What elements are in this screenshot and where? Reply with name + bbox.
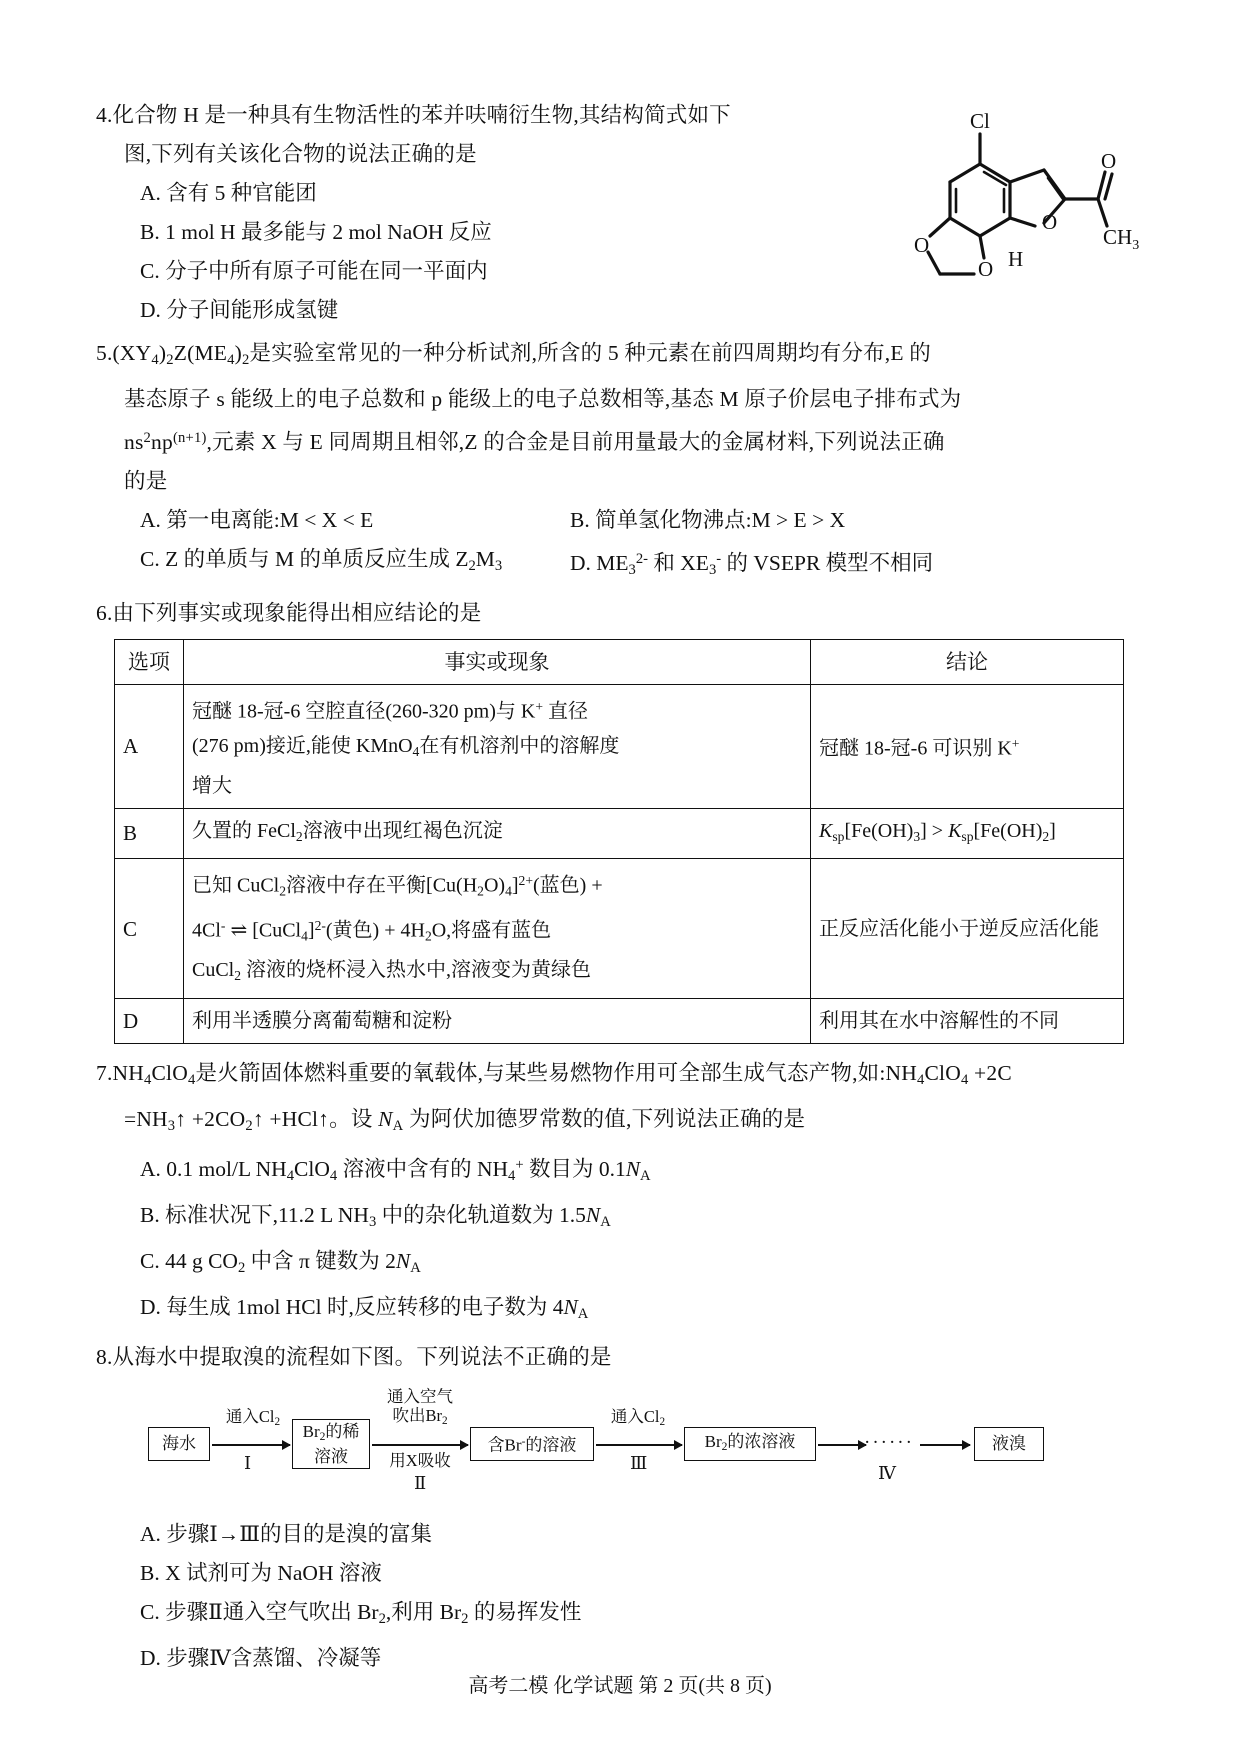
furan-o-label: O [1042, 210, 1058, 234]
q5-options-row1 [96, 501, 1144, 540]
row-a-option: A [115, 685, 184, 808]
flow-label-step3: 通入$Cl_2$ [610, 1407, 666, 1429]
question-4 [96, 96, 1144, 330]
q8-option-c[interactable]: C. 步骤Ⅱ通入空气吹出 $Br_2$,利用 $Br_2$ 的易挥发性 [140, 1600, 582, 1628]
question-8 [96, 1338, 1144, 1678]
q7-stem-line2 [96, 1100, 1144, 1146]
methyl-label: $CH_3$ [1103, 225, 1140, 253]
q8-option-d[interactable]: D. 步骤Ⅳ含蒸馏、冷凝等 [140, 1646, 382, 1671]
cl-label: Cl [970, 109, 990, 133]
flow-box-liquid-bromine: 液溴 [974, 1427, 1044, 1461]
flow-roman-4: Ⅳ [878, 1463, 896, 1484]
flow-box-dilute-br2: $Br_2$的稀 溶液 [292, 1419, 370, 1469]
carbonyl-o-label: O [1101, 149, 1117, 173]
q4-number: 4. [96, 103, 113, 127]
q5-stem-line4: 的是 [124, 469, 168, 494]
q5-options-row2 [96, 540, 1144, 590]
q5-stem-text3: ,元素 X 与 E 同周期且相邻,Z 的合金是目前用量最大的金属材料,下列说法正确 [206, 430, 945, 455]
q4-stem-line1 [96, 96, 1144, 135]
row-c-fact: 已知 CuCl$_2$溶液中存在平衡$[Cu(H_2O)_4]^{2+}$(蓝色) + 4Cl- ⇌ [CuCl$_4$]$^{2-}$(黄色) + $4H_2O$,将盛有蓝色 CuCl$_2$ 溶液的烧杯浸入热水中,溶液变为黄绿色 [184, 859, 811, 998]
h-label: H [1008, 247, 1024, 271]
q5-option-a[interactable]: A. 第一电离能:M < X < E [140, 508, 374, 533]
flow-arrow-2 [372, 1444, 468, 1446]
q7-option-a[interactable]: A. 0.1 mol/L $NH_4ClO_4$ 溶液中含有的 $NH_4^+$ 数目为 $0.1N_A$ [140, 1156, 651, 1184]
q7-stem-line1 [96, 1054, 1144, 1100]
flow-box-concentrated-br2: $Br_2$的浓溶液 [684, 1427, 816, 1461]
q6-stem-text: 由下列事实或现象能得出相应结论的是 [112, 601, 482, 626]
flow-arrow-1 [212, 1444, 290, 1446]
q6-number: 6. [96, 601, 113, 626]
question-6 [96, 594, 1144, 1044]
bromine-extraction-flowchart [136, 1389, 1096, 1509]
q5-stem-line1 [96, 334, 1144, 380]
flow-box-br-minus-solution: 含Br-的溶液 [470, 1427, 594, 1461]
q5-option-b[interactable]: B. 简单氢化物沸点:M > E > X [570, 508, 846, 533]
q5-config: $ns^2np^{(n+1)}$ [124, 430, 207, 455]
flow-box-seawater: 海水 [148, 1427, 210, 1461]
flow-label-step2-top: 通入空气 吹出$Br_2$ [387, 1387, 453, 1428]
dioxine-o-label-left: O [914, 233, 930, 257]
flow-roman-3: Ⅲ [630, 1453, 648, 1474]
table-row[interactable] [115, 808, 1124, 859]
flow-arrow-4a [818, 1444, 866, 1446]
row-d-option: D [115, 998, 184, 1043]
question-5 [96, 334, 1144, 590]
table-row[interactable] [115, 998, 1124, 1043]
q4-stem-text1: 化合物 H 是一种具有生物活性的苯并呋喃衍生物,其结构简式如下 [112, 103, 731, 127]
q5-stem-line2: 基态原子 s 能级上的电子总数和 p 能级上的电子总数相等,基态 M 原子价层电子排布式为 [124, 387, 962, 412]
header-conclusion: 结论 [811, 640, 1124, 685]
row-b-option: B [115, 808, 184, 859]
flow-arrow-3 [596, 1444, 682, 1446]
q8-stem-text: 从海水中提取溴的流程如下图。下列说法不正确的是 [112, 1345, 612, 1370]
flow-label-step1: 通入$Cl_2$ [225, 1407, 281, 1429]
q7-equation2: $=NH_3↑$ $+2CO_2↑$ +HCl↑。设 $N_A$ [124, 1106, 404, 1134]
page-content [96, 96, 1144, 1682]
q5-number: 5. [96, 341, 113, 365]
dioxine-o-label-bottom: O [978, 257, 994, 281]
flow-arrow-4b [920, 1444, 970, 1446]
q7-formula1: $NH_4ClO_4$ [112, 1060, 196, 1088]
table-row[interactable] [115, 685, 1124, 808]
table-row[interactable] [115, 859, 1124, 998]
flow-roman-2: Ⅱ [414, 1473, 427, 1494]
q7-stem-text2: 为阿伏加德罗常数的值,下列说法正确的是 [409, 1106, 806, 1131]
row-a-conclusion: 冠醚 18-冠-6 可识别 K+ [811, 685, 1124, 808]
q8-number: 8. [96, 1345, 113, 1370]
q7-equation1: $NH_4ClO_4 +2C$ [885, 1060, 1012, 1088]
page-footer: 高考二模 化学试题 第 2 页(共 8 页) [468, 1675, 772, 1697]
q6-stem [96, 594, 1144, 633]
row-d-fact: 利用半透膜分离葡萄糖和淀粉 [184, 998, 811, 1043]
flow-roman-1: Ⅰ [244, 1453, 252, 1474]
row-a-fact: 冠醚 18-冠-6 空腔直径(260-320 pm)与 K+ 直径 (276 pm)接近,能使 KMnO$_4$在有机溶剂中的溶解度 增大 [184, 685, 811, 808]
flow-label-step2-bottom: 用X吸收 [389, 1451, 451, 1471]
q4-option-c[interactable]: C. 分子中所有原子可能在同一平面内 [140, 259, 488, 283]
row-b-conclusion: $K_{sp}[Fe(OH)_3] > K_{sp}[Fe(OH)_2]$ [811, 808, 1124, 859]
fact-conclusion-table [114, 639, 1124, 1044]
q8-option-a[interactable]: A. 步骤Ⅰ→Ⅲ的目的是溴的富集 [140, 1522, 433, 1547]
question-7 [96, 1054, 1144, 1334]
row-c-conclusion: 正反应活化能小于逆反应活化能 [811, 859, 1124, 998]
q8-stem [96, 1338, 1144, 1377]
q4-option-b[interactable]: B. 1 mol H 最多能与 2 mol NaOH 反应 [140, 220, 492, 244]
q4-option-d[interactable]: D. 分子间能形成氢键 [140, 298, 339, 322]
q7-option-c[interactable]: C. 44 g $CO_2$ 中含 π 键数为 $2N_A$ [140, 1249, 421, 1277]
q5-formula: $(XY_4)_2Z(ME_4)_2$ [112, 341, 250, 369]
q5-option-d[interactable]: D. $ME_3^{2-}$ 和 $XE_3^-$ 的 VSEPR 模型不相同 [570, 551, 934, 579]
row-c-option: C [115, 859, 184, 998]
q5-stem-text1: 是实验室常见的一种分析试剂,所含的 5 种元素在前四周期均有分布,E 的 [249, 341, 931, 365]
q7-stem-text1: 是火箭固体燃料重要的氧载体,与某些易燃物作用可全部生成气态产物,如: [195, 1060, 886, 1085]
q4-option-a[interactable]: A. 含有 5 种官能团 [140, 181, 317, 205]
q8-option-b[interactable]: B. X 试剂可为 NaOH 溶液 [140, 1561, 382, 1586]
q4-stem-line2: 图,下列有关该化合物的说法正确的是 [124, 142, 477, 166]
row-b-fact: 久置的 FeCl$_2$溶液中出现红褐色沉淀 [184, 808, 811, 859]
flow-dots: ······ [864, 1432, 914, 1454]
q5-option-c[interactable]: C. Z 的单质与 M 的单质反应生成 $Z_2M_3$ [140, 547, 503, 575]
q7-option-d[interactable]: D. 每生成 1mol HCl 时,反应转移的电子数为 $4N_A$ [140, 1295, 589, 1323]
q5-stem-line3 [96, 419, 1144, 462]
row-d-conclusion: 利用其在水中溶解性的不同 [811, 998, 1124, 1043]
header-option: 选项 [115, 640, 184, 685]
table-header-row [115, 640, 1124, 685]
q7-option-b[interactable]: B. 标准状况下,11.2 L $NH_3$ 中的杂化轨道数为 $1.5N_A$ [140, 1202, 611, 1231]
q7-number: 7. [96, 1060, 113, 1085]
header-fact: 事实或现象 [184, 640, 811, 685]
